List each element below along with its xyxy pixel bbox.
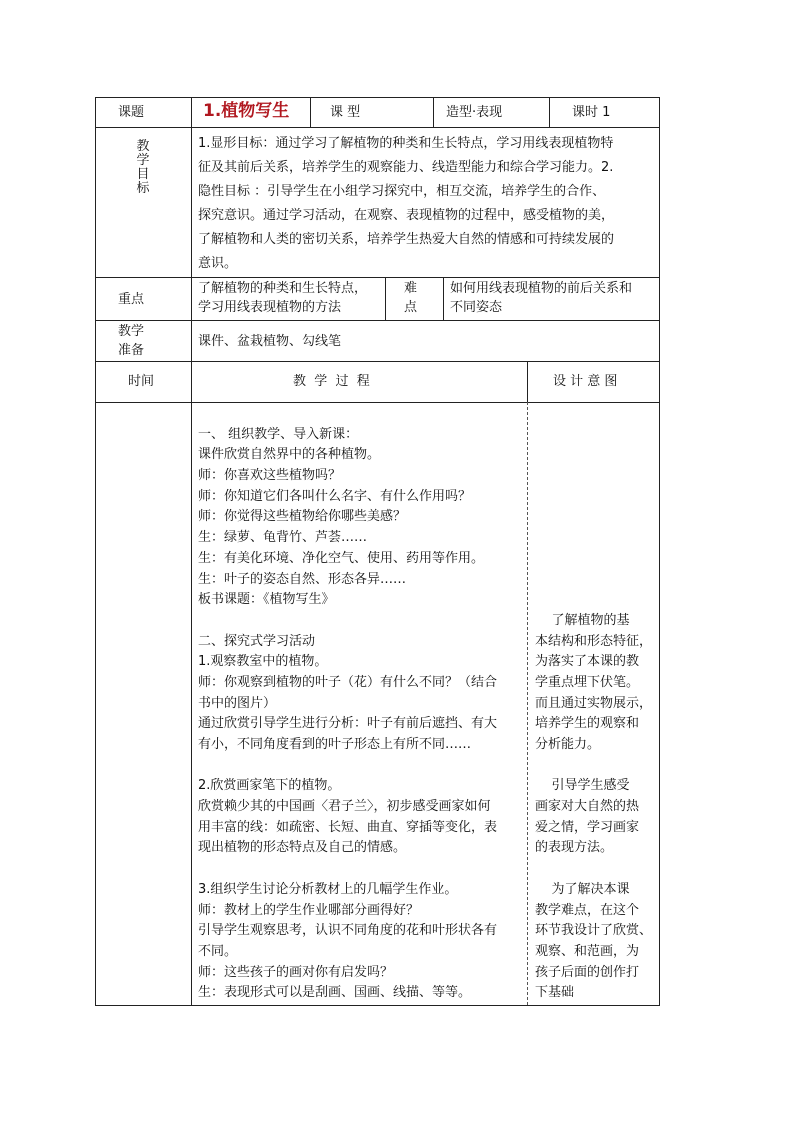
column-header-intent: 设 计 意 图 [553,374,618,389]
intent-line: 下基础 [535,985,575,1001]
process-line [198,611,523,632]
intent-line: 了解植物的基 [535,612,630,628]
process-line: 通过欣赏引导学生进行分析：叶子有前后遮挡、有大 [198,716,498,732]
intent-line: 孩子后面的创作打 [535,964,640,980]
process-line: 课件欣赏自然界中的各种植物。 [198,447,381,463]
intent-line [535,570,657,591]
table-row-divider [95,320,660,321]
objectives-line: 征及其前后关系，培养学生的观察能力、线造型能力和综合学习能力。2. [198,160,614,175]
intent-line [535,445,657,466]
design-intent-text [535,404,657,1004]
process-line: 师：教材上的学生作业哪部分画得好？ [198,902,420,918]
difficulty-line: 不同姿态 [450,300,503,315]
process-line: 现出植物的形态特点及自己的情感。 [198,840,407,856]
process-line: 生：有美化环境、净化空气、使用、药用等作用。 [198,550,485,566]
process-line: 一、 组织教学、导入新课： [198,426,359,442]
column-divider-dashed [527,402,528,1005]
intent-line [535,507,657,528]
process-line: 生：绿萝、龟背竹、芦荟…… [198,530,368,546]
intent-line [535,549,657,570]
process-line: 用丰富的线：如疏密、长短、曲直、穿插等变化，表 [198,819,498,835]
intent-line: 环节我设计了欣赏、 [535,923,653,939]
intent-line [535,859,657,880]
table-row-divider [95,277,660,278]
intent-line: 分析能力。 [535,737,601,752]
lesson-period: 课时 1 [572,105,611,120]
intent-line [535,466,657,487]
table-border-right [659,97,660,1005]
intent-line [535,487,657,508]
intent-line: 学重点埋下伏笔。 [535,674,640,690]
intent-line: 爱之情，学习画家 [535,819,640,835]
process-line: 2.欣赏画家笔下的植物。 [198,778,341,794]
column-divider [310,97,311,127]
difficulty-line: 如何用线表现植物的前后关系和 [450,281,633,296]
process-line: 有小，不同角度看到的叶子形态上有所不同…… [198,737,472,752]
intent-line: 的表现方法。 [535,840,614,856]
column-divider [549,97,550,127]
intent-line: 引导学生感受 [535,778,630,794]
objectives-text [198,132,614,276]
process-line: 师：你知道它们各叫什么名字、有什么作用吗？ [198,488,472,504]
column-divider [385,277,386,320]
objectives-line: 隐性目标 ：引导学生在小组学习探究中，相互交流，培养学生的合作、 [198,184,606,199]
table-row-divider [95,127,660,128]
process-line: 师：你喜欢这些植物吗？ [198,468,342,484]
objectives-line: 1.显形目标：通过学习了解植物的种类和生长特点，学习用线表现植物特 [198,136,614,151]
column-divider [191,97,192,1005]
intent-line: 为了解决本课 [535,881,630,897]
process-line: 不同。 [198,943,238,959]
intent-line: 教学难点，在这个 [535,902,640,918]
difficulty-text [450,279,632,317]
intent-line: 观察、和范画，为 [535,943,640,959]
process-line: 书中的图片） [198,695,277,711]
intent-line: 为落实了本课的教 [535,654,640,670]
column-header-process: 教 学 过 程 [293,374,370,389]
difficulty-label [404,279,417,317]
objectives-label [136,140,150,196]
table-border-left [95,97,96,1005]
preparation-label-line: 准备 [118,343,145,358]
topic-title: 1.植物写生 [203,101,290,121]
process-line: 1.观察教室中的植物。 [198,654,328,670]
key-points-text [198,279,367,317]
table-border-top [95,97,660,98]
process-line: 师：你觉得这些植物给你哪些美感？ [198,509,407,525]
column-header-time: 时间 [128,374,155,389]
lesson-type-value: 造型·表现 [446,105,503,120]
process-line: 师：你观察到植物的叶子（花）有什么不同？（结合 [198,674,498,690]
objectives-line: 意识。 [198,256,238,271]
column-divider [433,97,434,127]
teaching-process-text [198,404,523,1004]
process-line [198,756,523,777]
objectives-label-char: 目 [136,167,150,182]
table-border-bottom [95,1005,660,1006]
preparation-label [118,322,144,360]
key-points-label: 重点 [118,292,145,307]
process-line: 生：表现形式可以是刮画、国画、线描、等等。 [198,985,472,1001]
intent-line [535,590,657,611]
process-line: 引导学生观察思考，认识不同角度的花和叶形状各有 [198,923,498,939]
intent-line [535,425,657,446]
process-line: 师：这些孩子的画对你有启发吗？ [198,964,394,980]
intent-line: 本结构和形态特征， [535,633,653,649]
process-line: 板书课题：《植物写生》 [198,592,335,608]
process-line: 生：叶子的姿态自然、形态各异…… [198,571,407,587]
difficulty-label-char: 点 [404,300,418,315]
objectives-line: 了解植物和人类的密切关系，培养学生热爱大自然的情感和可持续发展的 [198,232,615,247]
objectives-label-char: 标 [136,181,150,196]
objectives-label-char: 学 [136,153,150,168]
process-line [198,404,523,425]
column-divider [527,361,528,402]
intent-line: 而且通过实物展示， [535,695,653,711]
table-row-divider [95,402,660,403]
difficulty-label-char: 难 [404,281,418,296]
process-line: 欣赏赖少其的中国画〈君子兰〉，初步感受画家如何 [198,799,491,815]
process-line [198,859,523,880]
objectives-line: 探究意识。通过学习活动，在观察、表现植物的过程中，感受植物的美， [198,208,615,223]
topic-label: 课题 [118,105,145,120]
intent-line: 培养学生的观察和 [535,716,640,732]
column-divider [443,277,444,320]
table-row-divider [95,361,660,362]
intent-line [535,528,657,549]
intent-line: 画家对大自然的热 [535,799,640,815]
intent-line [535,404,657,425]
process-line: 3.组织学生讨论分析教材上的几幅学生作业。 [198,881,458,897]
objectives-label-char: 教 [136,139,150,154]
key-points-line: 了解植物的种类和生长特点， [198,281,368,296]
lesson-type-label: 课 型 [330,105,361,120]
preparation-text: 课件、盆栽植物、勾线笔 [198,334,342,349]
preparation-label-line: 教学 [118,324,145,339]
key-points-line: 学习用线表现植物的方法 [198,300,342,315]
intent-line [535,756,657,777]
process-line: 二、探究式学习活动 [198,633,316,649]
